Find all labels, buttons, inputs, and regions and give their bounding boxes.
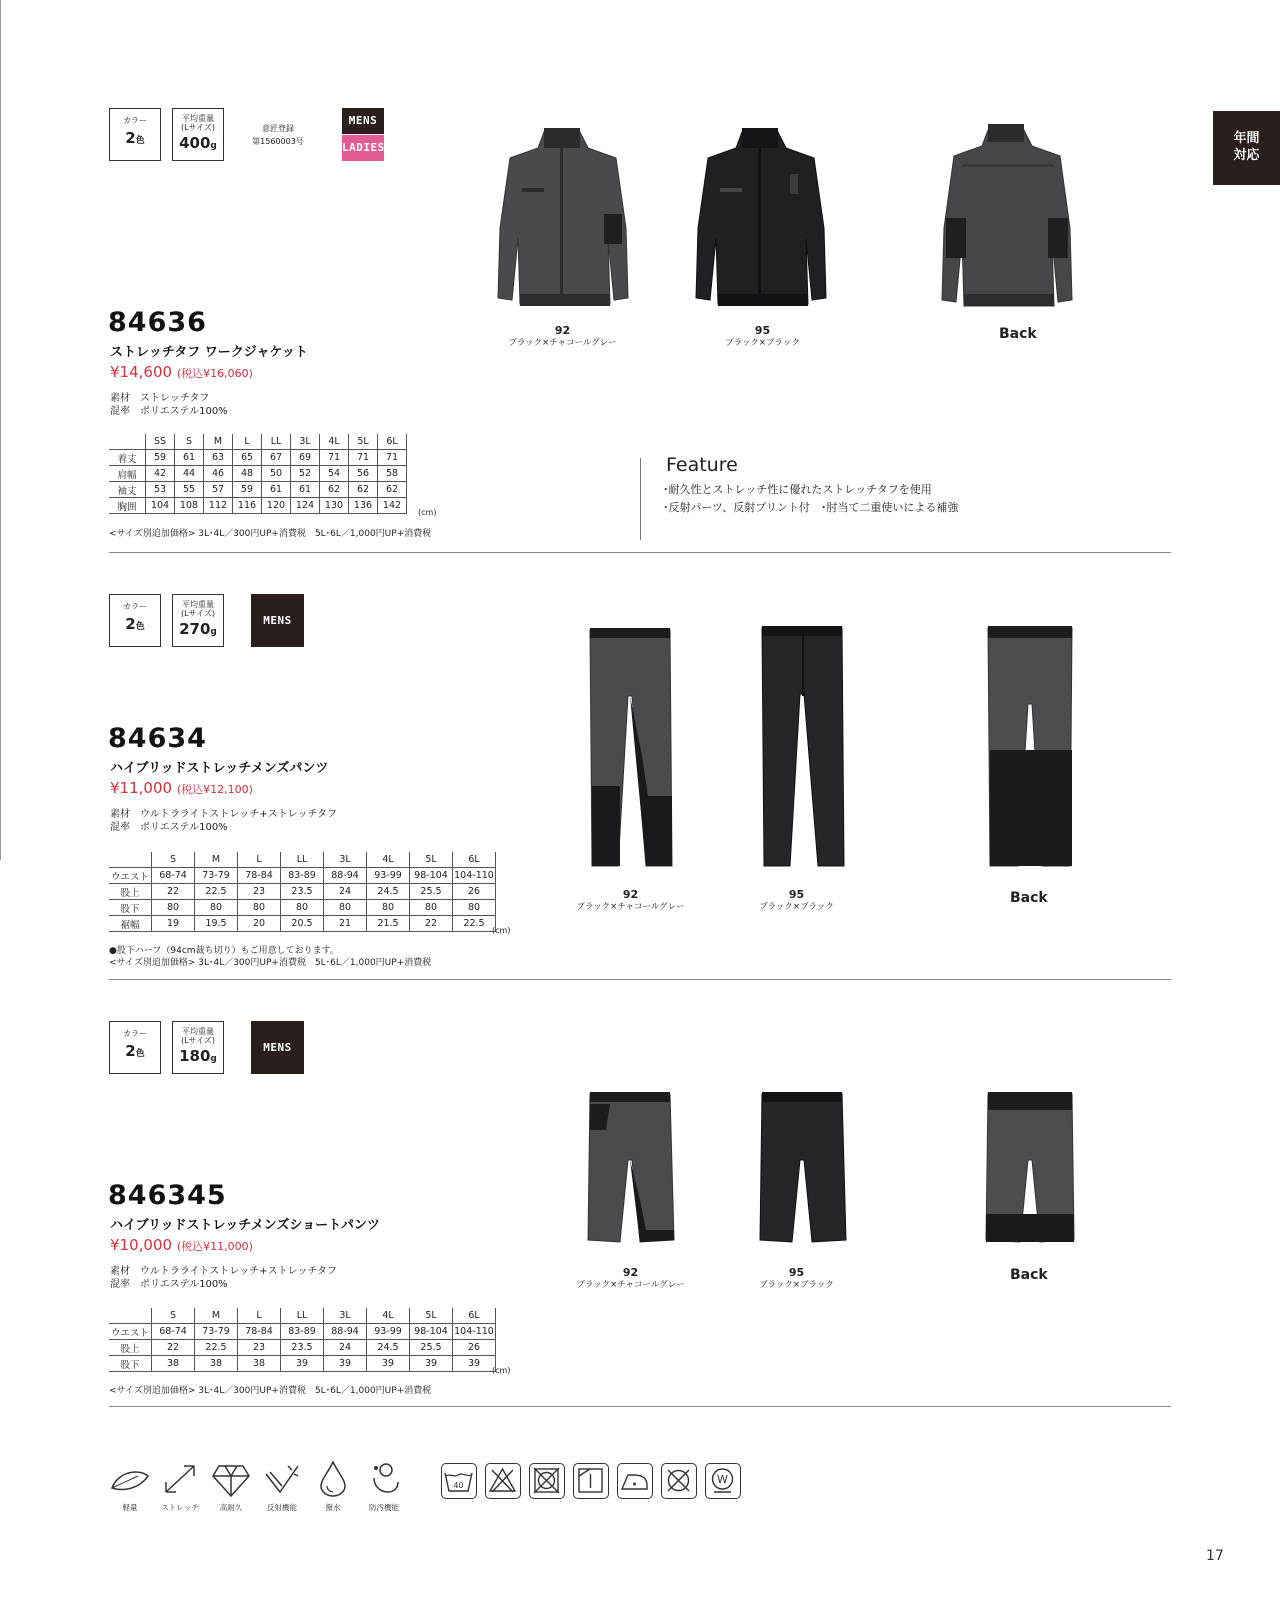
- pants-back-image: [980, 624, 1080, 876]
- table-cell: 5L: [410, 852, 453, 868]
- table-cell: 50: [262, 466, 291, 482]
- table-cell: 6L: [378, 434, 407, 450]
- table-cell: 61: [175, 450, 204, 466]
- product-price: ¥14,600 (税込¥16,060): [110, 363, 253, 381]
- color-count: 2: [125, 129, 136, 147]
- page-number: 17: [1206, 1548, 1224, 1564]
- table-cell: 23: [238, 1340, 281, 1356]
- size-surcharge-note: <サイズ別追加価格> 3L･4L／300円UP+消費税 5L･6L／1,000円UP+消費税: [109, 958, 432, 968]
- table-cell: 63: [204, 450, 233, 466]
- weight-box: [172, 108, 224, 161]
- lightweight-label: 軽量: [122, 1503, 138, 1512]
- table-cell: 53: [146, 482, 175, 498]
- table-cell: M: [195, 1308, 238, 1324]
- table-cell: 69: [291, 450, 320, 466]
- table-cell: SS: [146, 434, 175, 450]
- feature-divider: [640, 458, 641, 540]
- feature-line-2: ･反射パーツ、反射プリント付 ･肘当て二重使いによる補強: [663, 501, 959, 514]
- left-margin-rule: [0, 0, 1, 860]
- table-cell: 胸囲: [109, 498, 146, 514]
- table-cell: 80: [195, 900, 238, 916]
- table-cell: 25.5: [410, 1340, 453, 1356]
- table-cell: 4L: [367, 1308, 410, 1324]
- size-table: [109, 852, 496, 932]
- table-cell: 142: [378, 498, 407, 514]
- pants-front-95-image: [752, 624, 852, 876]
- weight-box: 平均重量 (Lサイズ) 270g: [172, 594, 224, 647]
- table-cell: 73-79: [195, 868, 238, 884]
- table-cell: 39: [281, 1356, 324, 1372]
- table-cell: 22.5: [195, 1340, 238, 1356]
- no-dry-clean-icon: [661, 1463, 697, 1499]
- table-cell: 20: [238, 916, 281, 932]
- table-cell: L: [238, 1308, 281, 1324]
- table-cell: 股上: [109, 884, 152, 900]
- table-cell: [109, 852, 152, 868]
- variant-92-caption: 92 ブラック×チャコールグレー: [508, 324, 617, 348]
- weight-box: 平均重量 (Lサイズ) 180g: [172, 1021, 224, 1074]
- table-cell: 5L: [349, 434, 378, 450]
- table-row: [109, 1356, 496, 1372]
- table-row: [109, 1340, 496, 1356]
- table-cell: 130: [320, 498, 349, 514]
- half-length-note: ●股下ハーフ（94cm裁ち切り）もご用意しております。: [109, 946, 339, 956]
- table-cell: 62: [378, 482, 407, 498]
- table-cell: 39: [324, 1356, 367, 1372]
- table-cell: 56: [349, 466, 378, 482]
- table-cell: 4L: [367, 852, 410, 868]
- jacket-front-95-image: [690, 118, 830, 318]
- material-info: 素材 ウルトラライトストレッチ+ストレッチタフ 混率 ポリエステル100%: [110, 1266, 337, 1290]
- variant-92-caption: 92 ブラック×チャコールグレー: [576, 888, 685, 912]
- table-cell: L: [238, 852, 281, 868]
- stain-resistant-label: 防汚機能: [369, 1503, 399, 1512]
- weight-unit: g: [210, 141, 217, 151]
- table-cell: 46: [204, 466, 233, 482]
- table-cell: 80: [453, 900, 496, 916]
- table-cell: 3L: [324, 852, 367, 868]
- table-cell: 120: [262, 498, 291, 514]
- table-cell: ウエスト: [109, 1324, 152, 1340]
- line-dry-icon: [573, 1463, 609, 1499]
- back-caption: Back: [999, 326, 1037, 342]
- price-tax: (税込¥16,060): [176, 367, 253, 380]
- iron-low-icon: [617, 1463, 653, 1499]
- table-cell: 21: [324, 916, 367, 932]
- table-cell: 124: [291, 498, 320, 514]
- table-cell: 6L: [453, 1308, 496, 1324]
- table-cell: 71: [378, 450, 407, 466]
- feather-icon: [108, 1464, 152, 1500]
- table-cell: 26: [453, 884, 496, 900]
- material-info: 素材 ウルトラライトストレッチ+ストレッチタフ 混率 ポリエステル100%: [110, 809, 337, 833]
- table-cell: 80: [281, 900, 324, 916]
- table-row: [109, 916, 496, 932]
- table-cell: 4L: [320, 434, 349, 450]
- table-cell: 73-79: [195, 1324, 238, 1340]
- pants-front-92-image: [580, 626, 680, 876]
- table-cell: 股下: [109, 1356, 152, 1372]
- table-cell: 22: [152, 1340, 195, 1356]
- table-cell: 26: [453, 1340, 496, 1356]
- table-row: [109, 868, 496, 884]
- table-cell: 肩幅: [109, 466, 146, 482]
- table-cell: 24.5: [367, 1340, 410, 1356]
- table-row: [109, 466, 407, 482]
- table-cell: 3L: [324, 1308, 367, 1324]
- table-cell: 57: [204, 482, 233, 498]
- table-cell: 80: [410, 900, 453, 916]
- table-cell: 22.5: [195, 884, 238, 900]
- table-cell: 93-99: [367, 868, 410, 884]
- table-cell: 88-94: [324, 1324, 367, 1340]
- table-cell: 39: [453, 1356, 496, 1372]
- table-cell: 19.5: [195, 916, 238, 932]
- ladies-badge: LADIES: [342, 135, 384, 161]
- product-price: ¥10,000 (税込¥11,000): [110, 1236, 253, 1254]
- table-cell: 袖丈: [109, 482, 146, 498]
- table-cell: LL: [281, 852, 324, 868]
- table-cell: 20.5: [281, 916, 324, 932]
- table-cell: 78-84: [238, 1324, 281, 1340]
- table-row: [109, 900, 496, 916]
- tab-line1: 年間: [1233, 131, 1260, 146]
- table-cell: S: [152, 852, 195, 868]
- table-cell: 116: [233, 498, 262, 514]
- table-cell: 38: [152, 1356, 195, 1372]
- table-cell: 108: [175, 498, 204, 514]
- table-row: [109, 450, 407, 466]
- mens-badge: MENS: [251, 594, 304, 647]
- table-cell: 24.5: [367, 884, 410, 900]
- color-count-box: カラー 2色: [109, 1021, 161, 1074]
- tab-line2: 対応: [1233, 148, 1260, 163]
- table-cell: 83-89: [281, 1324, 324, 1340]
- weight-value: 400: [179, 134, 211, 152]
- table-cell: 59: [233, 482, 262, 498]
- table-row: [109, 498, 407, 514]
- table-cell: 112: [204, 498, 233, 514]
- table-cell: 58: [378, 466, 407, 482]
- table-cell: 80: [324, 900, 367, 916]
- table-cell: 61: [291, 482, 320, 498]
- wet-clean-icon: [705, 1463, 741, 1499]
- stain-resistant-icon: [364, 1458, 404, 1498]
- product-name: ストレッチタフ ワークジャケット: [110, 345, 308, 360]
- table-cell: 59: [146, 450, 175, 466]
- table-cell: 104-110: [453, 868, 496, 884]
- table-cell: 93-99: [367, 1324, 410, 1340]
- product-price: ¥11,000 (税込¥12,100): [110, 779, 253, 797]
- diamond-icon: [211, 1462, 251, 1498]
- table-cell: 22: [152, 884, 195, 900]
- durable-label: 高耐久: [219, 1503, 243, 1512]
- back-caption: Back: [1010, 890, 1048, 906]
- unit-label: (cm): [418, 508, 437, 517]
- no-bleach-icon: [485, 1463, 521, 1499]
- size-table: [109, 1308, 496, 1372]
- table-cell: 55: [175, 482, 204, 498]
- table-cell: 23.5: [281, 1340, 324, 1356]
- wash-40-icon: [441, 1463, 477, 1499]
- table-cell: 24: [324, 1340, 367, 1356]
- table-cell: 136: [349, 498, 378, 514]
- table-cell: 71: [320, 450, 349, 466]
- table-cell: 88-94: [324, 868, 367, 884]
- stretch-arrows-icon: [160, 1462, 200, 1498]
- table-cell: M: [204, 434, 233, 450]
- back-caption: Back: [1010, 1267, 1048, 1283]
- table-cell: 38: [238, 1356, 281, 1372]
- table-cell: 38: [195, 1356, 238, 1372]
- table-cell: 39: [367, 1356, 410, 1372]
- shorts-front-92-image: [580, 1090, 680, 1260]
- stretch-label: ストレッチ: [161, 1503, 199, 1512]
- table-cell: 48: [233, 466, 262, 482]
- table-cell: 裾幅: [109, 916, 152, 932]
- table-cell: 22: [410, 916, 453, 932]
- table-row: [109, 482, 407, 498]
- table-cell: 5L: [410, 1308, 453, 1324]
- table-cell: 23.5: [281, 884, 324, 900]
- color-count-box: カラー 2色: [109, 594, 161, 647]
- table-cell: M: [195, 852, 238, 868]
- section-divider: [109, 979, 1171, 980]
- table-cell: LL: [262, 434, 291, 450]
- table-cell: 22.5: [453, 916, 496, 932]
- feature-title: Feature: [666, 454, 738, 476]
- table-cell: [109, 1308, 152, 1324]
- variant-95-caption: 95 ブラック×ブラック: [759, 888, 834, 912]
- color-count-box: [109, 108, 161, 161]
- table-cell: 着丈: [109, 450, 146, 466]
- table-cell: 股下: [109, 900, 152, 916]
- water-repellent-label: 撥水: [325, 1503, 341, 1512]
- table-cell: 104-110: [453, 1324, 496, 1340]
- table-cell: 78-84: [238, 868, 281, 884]
- table-cell: 52: [291, 466, 320, 482]
- product-code: 846345: [108, 1180, 227, 1211]
- table-cell: 98-104: [410, 1324, 453, 1340]
- size-surcharge-note: <サイズ別追加価格> 3L･4L／300円UP+消費税 5L･6L／1,000円UP+消費税: [109, 1386, 432, 1396]
- section-divider: [109, 552, 1171, 553]
- table-cell: [109, 434, 146, 450]
- table-row: [109, 884, 496, 900]
- table-row: [109, 1324, 496, 1340]
- size-surcharge-note: <サイズ別追加価格> 3L･4L／300円UP+消費税 5L･6L／1,000円UP+消費税: [109, 529, 432, 539]
- table-cell: 21.5: [367, 916, 410, 932]
- table-cell: 44: [175, 466, 204, 482]
- table-cell: 42: [146, 466, 175, 482]
- table-cell: L: [233, 434, 262, 450]
- table-cell: 98-104: [410, 868, 453, 884]
- table-cell: 24: [324, 884, 367, 900]
- year-round-tab: [1213, 111, 1280, 185]
- table-cell: S: [152, 1308, 195, 1324]
- feature-line-1: ･耐久性とストレッチ性に優れたストレッチタフを使用: [663, 483, 932, 496]
- unit-label: (cm): [492, 1366, 511, 1375]
- weight-label: 平均重量 (Lサイズ): [180, 114, 216, 132]
- table-cell: 3L: [291, 434, 320, 450]
- table-cell: 6L: [453, 852, 496, 868]
- table-cell: 62: [349, 482, 378, 498]
- mens-badge: MENS: [251, 1021, 304, 1074]
- section-divider: [109, 1406, 1171, 1407]
- table-cell: 54: [320, 466, 349, 482]
- table-cell: 71: [349, 450, 378, 466]
- variant-95-caption: 95 ブラック×ブラック: [725, 324, 800, 348]
- table-cell: 104: [146, 498, 175, 514]
- variant-95-caption: 95 ブラック×ブラック: [759, 1266, 834, 1290]
- jacket-back-image: [936, 118, 1076, 318]
- color-label: カラー: [123, 116, 147, 125]
- table-cell: 83-89: [281, 868, 324, 884]
- svg-text:40: 40: [453, 1481, 464, 1490]
- product-name: ハイブリッドストレッチメンズショートパンツ: [110, 1218, 380, 1233]
- table-cell: 39: [410, 1356, 453, 1372]
- design-registration: 意匠登録 第1560003号: [252, 124, 304, 146]
- shorts-front-95-image: [752, 1090, 852, 1260]
- table-cell: 62: [320, 482, 349, 498]
- unit-label: (cm): [492, 926, 511, 935]
- table-cell: 65: [233, 450, 262, 466]
- table-cell: 19: [152, 916, 195, 932]
- table-cell: 80: [152, 900, 195, 916]
- size-table: [109, 434, 407, 514]
- table-cell: 23: [238, 884, 281, 900]
- table-cell: 68-74: [152, 1324, 195, 1340]
- product-code: 84634: [108, 723, 207, 754]
- shorts-back-image: [980, 1090, 1080, 1260]
- product-name: ハイブリッドストレッチメンズパンツ: [110, 761, 329, 776]
- table-cell: 68-74: [152, 868, 195, 884]
- table-cell: 80: [367, 900, 410, 916]
- table-cell: 25.5: [410, 884, 453, 900]
- table-cell: 80: [238, 900, 281, 916]
- table-cell: ウエスト: [109, 868, 152, 884]
- svg-text:W: W: [717, 1473, 728, 1486]
- jacket-front-92-image: [492, 118, 632, 318]
- no-tumble-dry-icon: [529, 1463, 565, 1499]
- product-code: 84636: [108, 307, 207, 338]
- reflective-icon: [262, 1462, 302, 1498]
- table-cell: 股上: [109, 1340, 152, 1356]
- table-cell: 67: [262, 450, 291, 466]
- table-cell: S: [175, 434, 204, 450]
- material-info: 素材 ストレッチタフ 混率 ポリエステル100%: [110, 393, 228, 417]
- variant-92-caption: 92 ブラック×チャコールグレー: [576, 1266, 685, 1290]
- color-unit: 色: [135, 136, 145, 146]
- reflective-label: 反射機能: [267, 1503, 297, 1512]
- table-cell: LL: [281, 1308, 324, 1324]
- water-drop-icon: [313, 1458, 353, 1498]
- table-cell: 61: [262, 482, 291, 498]
- mens-badge: MENS: [342, 108, 384, 134]
